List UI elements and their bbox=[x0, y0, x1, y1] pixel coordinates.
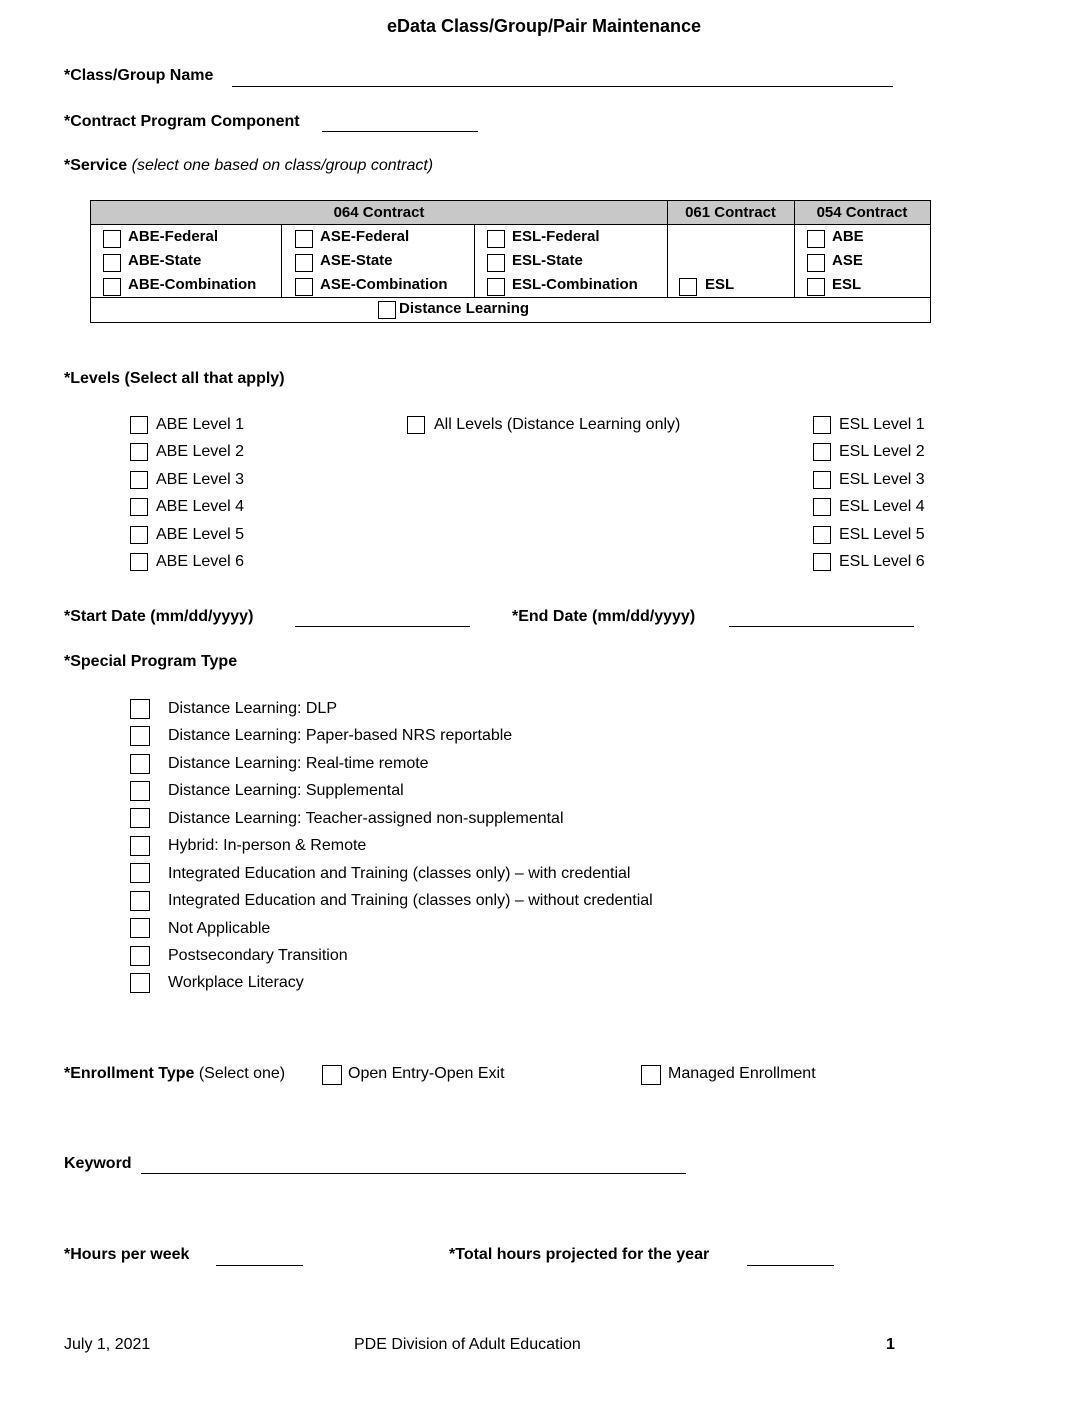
checkbox-abe-state[interactable] bbox=[103, 254, 121, 272]
keyword-label: Keyword bbox=[64, 1155, 132, 1172]
checkbox-ase-state[interactable] bbox=[295, 254, 313, 272]
checkbox-dl-supplemental[interactable] bbox=[130, 781, 150, 801]
program-option-label: Distance Learning: Real-time remote bbox=[168, 755, 429, 772]
enrollment-label-text: *Enrollment Type bbox=[64, 1065, 195, 1082]
header-061-contract: 061 Contract bbox=[667, 201, 794, 225]
service-option-label: ESL-Federal bbox=[512, 228, 600, 245]
divider bbox=[474, 225, 475, 297]
special-program-label: *Special Program Type bbox=[64, 653, 238, 670]
checkbox-esl-level-3[interactable] bbox=[813, 471, 831, 489]
hours-per-week-label: *Hours per week bbox=[64, 1246, 190, 1263]
level-option-label: ABE Level 2 bbox=[156, 443, 245, 460]
divider bbox=[667, 201, 668, 297]
level-option-label: ESL Level 1 bbox=[839, 416, 925, 433]
checkbox-distance-learning[interactable] bbox=[378, 301, 396, 319]
program-option-label: Distance Learning: Supplemental bbox=[168, 782, 404, 799]
checkbox-ase-combination[interactable] bbox=[295, 278, 313, 296]
service-option-label: ESL-State bbox=[512, 252, 583, 269]
service-option-label: ASE-State bbox=[320, 252, 393, 269]
page-number: 1 bbox=[886, 1336, 895, 1353]
checkbox-dl-dlp[interactable] bbox=[130, 699, 150, 719]
program-option-label: Integrated Education and Training (classes only) – with credential bbox=[168, 865, 631, 882]
level-option-label: ABE Level 4 bbox=[156, 498, 245, 515]
checkbox-dl-real-time[interactable] bbox=[130, 754, 150, 774]
total-hours-label: *Total hours projected for the year bbox=[449, 1246, 710, 1263]
service-option-label: ASE bbox=[832, 252, 863, 269]
level-option-label: ESL Level 5 bbox=[839, 526, 925, 543]
level-option-label: ABE Level 5 bbox=[156, 526, 245, 543]
service-option-label: ASE-Federal bbox=[320, 228, 410, 245]
contract-program-field[interactable] bbox=[322, 131, 478, 132]
enrollment-note: (Select one) bbox=[198, 1065, 286, 1082]
service-option-label: ABE-Federal bbox=[128, 228, 219, 245]
checkbox-esl-combination[interactable] bbox=[487, 278, 505, 296]
class-group-name-label: *Class/Group Name bbox=[64, 67, 214, 84]
checkbox-054-abe[interactable] bbox=[807, 230, 825, 248]
level-option-label: All Levels (Distance Learning only) bbox=[434, 416, 681, 433]
footer-org: PDE Division of Adult Education bbox=[354, 1336, 581, 1353]
level-option-label: ESL Level 2 bbox=[839, 443, 925, 460]
checkbox-esl-level-2[interactable] bbox=[813, 443, 831, 461]
checkbox-abe-level-4[interactable] bbox=[130, 498, 148, 516]
hours-per-week-field[interactable] bbox=[216, 1265, 303, 1266]
service-option-label: ABE bbox=[832, 228, 864, 245]
checkbox-managed-enrollment[interactable] bbox=[641, 1065, 661, 1085]
checkbox-esl-federal[interactable] bbox=[487, 230, 505, 248]
service-option-label: ABE-Combination bbox=[128, 276, 257, 293]
program-option-label: Distance Learning: Paper-based NRS reportable bbox=[168, 727, 513, 744]
checkbox-dl-paper-based[interactable] bbox=[130, 726, 150, 746]
total-hours-field[interactable] bbox=[747, 1265, 834, 1266]
enrollment-option-label: Managed Enrollment bbox=[668, 1065, 816, 1082]
checkbox-abe-combination[interactable] bbox=[103, 278, 121, 296]
checkbox-not-applicable[interactable] bbox=[130, 918, 150, 938]
footer-date: July 1, 2021 bbox=[64, 1336, 151, 1353]
divider bbox=[91, 297, 930, 298]
checkbox-open-entry[interactable] bbox=[322, 1065, 342, 1085]
checkbox-esl-level-6[interactable] bbox=[813, 553, 831, 571]
checkbox-abe-federal[interactable] bbox=[103, 230, 121, 248]
page-title: eData Class/Group/Pair Maintenance bbox=[386, 16, 702, 36]
end-date-field[interactable] bbox=[729, 626, 914, 627]
program-option-label: Distance Learning: Teacher-assigned non-supplemental bbox=[168, 810, 564, 827]
checkbox-061-esl[interactable] bbox=[679, 278, 697, 296]
checkbox-dl-teacher-assigned[interactable] bbox=[130, 808, 150, 828]
service-note: (select one based on class/group contract) bbox=[131, 157, 434, 174]
service-option-label: Distance Learning bbox=[399, 300, 530, 317]
service-table bbox=[90, 200, 931, 323]
divider bbox=[281, 225, 282, 297]
checkbox-esl-level-5[interactable] bbox=[813, 526, 831, 544]
service-option-label: ABE-State bbox=[128, 252, 202, 269]
service-option-label: ESL bbox=[832, 276, 862, 293]
enrollment-label bbox=[64, 1065, 285, 1083]
checkbox-abe-level-1[interactable] bbox=[130, 416, 148, 434]
service-option-label: ESL bbox=[705, 276, 735, 293]
checkbox-054-ase[interactable] bbox=[807, 254, 825, 272]
level-option-label: ESL Level 6 bbox=[839, 553, 925, 570]
checkbox-esl-level-4[interactable] bbox=[813, 498, 831, 516]
service-label bbox=[64, 157, 433, 175]
header-054-contract: 054 Contract bbox=[794, 201, 930, 225]
enrollment-option-label: Open Entry-Open Exit bbox=[348, 1065, 505, 1082]
checkbox-ase-federal[interactable] bbox=[295, 230, 313, 248]
program-option-label: Hybrid: In-person & Remote bbox=[168, 837, 367, 854]
class-group-name-field[interactable] bbox=[232, 86, 893, 87]
checkbox-workplace-literacy[interactable] bbox=[130, 973, 150, 993]
checkbox-abe-level-6[interactable] bbox=[130, 553, 148, 571]
checkbox-iet-without-credential[interactable] bbox=[130, 891, 150, 911]
checkbox-hybrid[interactable] bbox=[130, 836, 150, 856]
checkbox-054-esl[interactable] bbox=[807, 278, 825, 296]
level-option-label: ABE Level 3 bbox=[156, 471, 245, 488]
service-label-text: *Service bbox=[64, 157, 128, 174]
start-date-label: *Start Date (mm/dd/yyyy) bbox=[64, 608, 254, 625]
level-option-label: ESL Level 4 bbox=[839, 498, 925, 515]
checkbox-all-levels[interactable] bbox=[407, 416, 425, 434]
checkbox-postsecondary-transition[interactable] bbox=[130, 946, 150, 966]
divider bbox=[794, 201, 795, 297]
start-date-field[interactable] bbox=[295, 626, 470, 627]
checkbox-esl-level-1[interactable] bbox=[813, 416, 831, 434]
end-date-label: *End Date (mm/dd/yyyy) bbox=[512, 608, 696, 625]
service-option-label: ASE-Combination bbox=[320, 276, 448, 293]
program-option-label: Postsecondary Transition bbox=[168, 947, 348, 964]
service-option-label: ESL-Combination bbox=[512, 276, 638, 293]
checkbox-iet-with-credential[interactable] bbox=[130, 863, 150, 883]
levels-label: *Levels (Select all that apply) bbox=[64, 370, 285, 387]
level-option-label: ABE Level 1 bbox=[156, 416, 245, 433]
checkbox-esl-state[interactable] bbox=[487, 254, 505, 272]
contract-program-label: *Contract Program Component bbox=[64, 113, 300, 130]
level-option-label: ESL Level 3 bbox=[839, 471, 925, 488]
program-option-label: Not Applicable bbox=[168, 920, 271, 937]
level-option-label: ABE Level 6 bbox=[156, 553, 245, 570]
program-option-label: Workplace Literacy bbox=[168, 974, 304, 991]
checkbox-abe-level-2[interactable] bbox=[130, 443, 148, 461]
keyword-field[interactable] bbox=[141, 1173, 686, 1174]
header-064-contract: 064 Contract bbox=[91, 201, 667, 225]
checkbox-abe-level-5[interactable] bbox=[130, 526, 148, 544]
program-option-label: Integrated Education and Training (classes only) – without credential bbox=[168, 892, 653, 909]
program-option-label: Distance Learning: DLP bbox=[168, 700, 337, 717]
checkbox-abe-level-3[interactable] bbox=[130, 471, 148, 489]
